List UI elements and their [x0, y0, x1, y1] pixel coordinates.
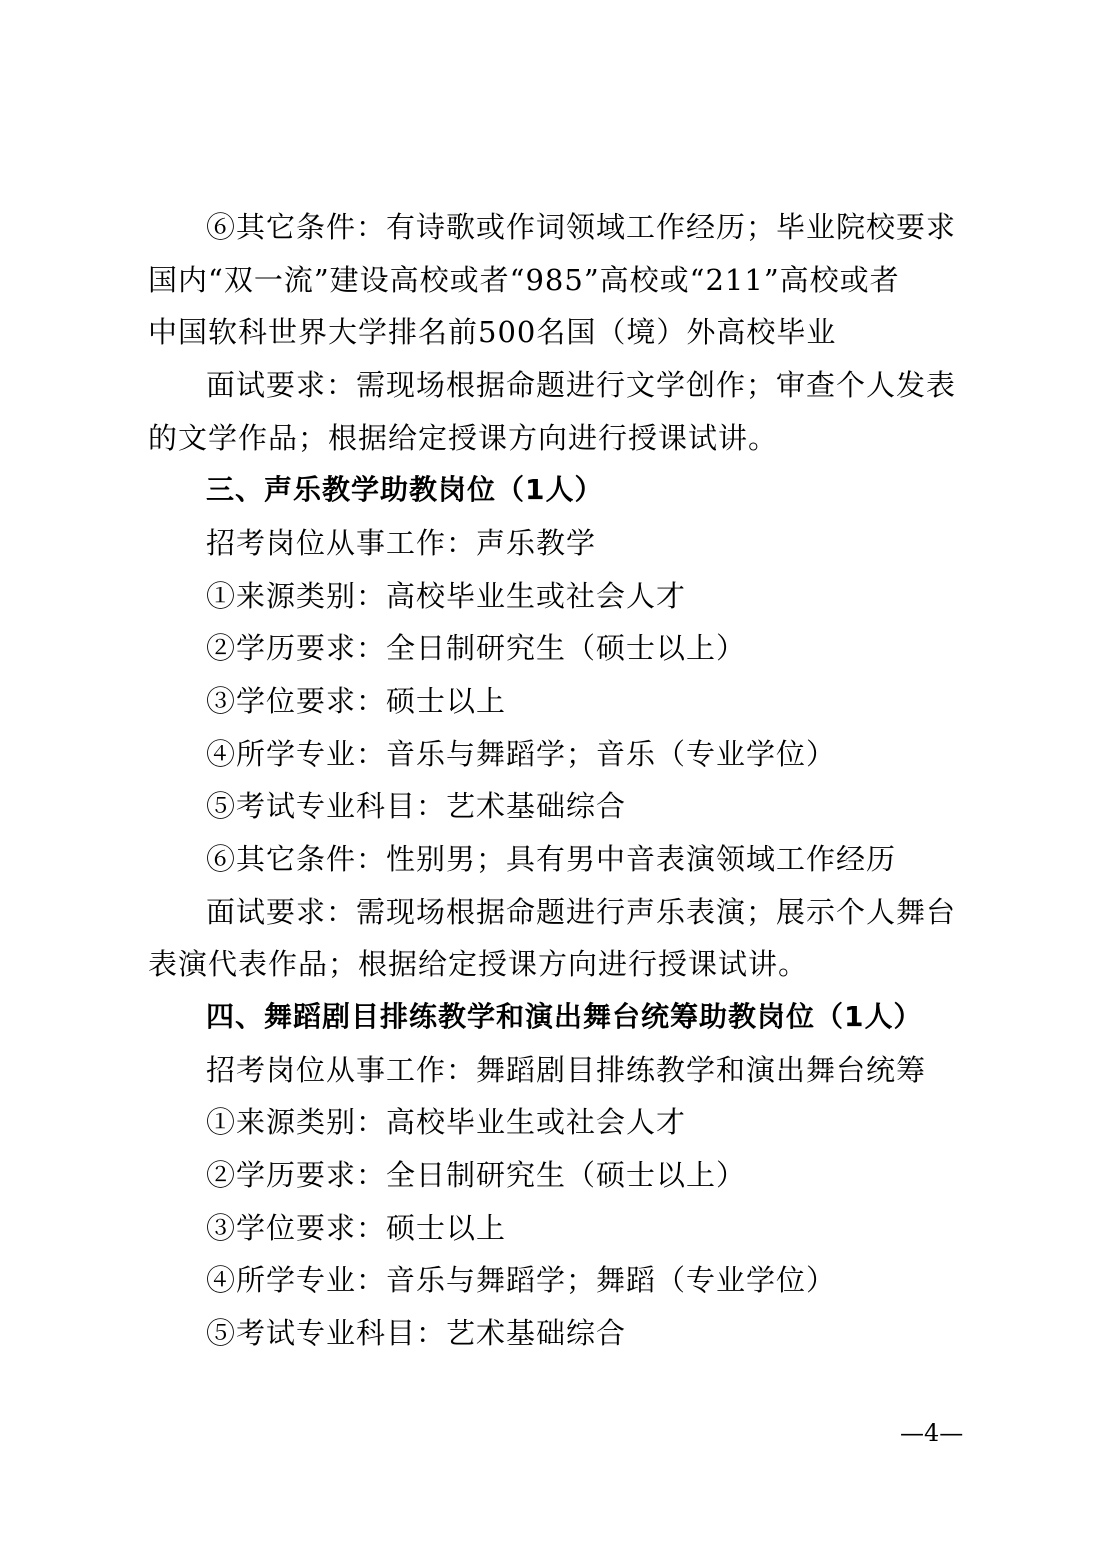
- section-heading: 四、舞蹈剧目排练教学和演出舞台统筹助教岗位（1人）: [206, 1000, 923, 1033]
- paragraph-line: 国内“双一流”建设高校或者“985”高校或“211”高校或者: [148, 263, 900, 297]
- paragraph-line: 的文学作品；根据给定授课方向进行授课试讲。: [148, 421, 779, 455]
- paragraph-line: 面试要求：需现场根据命题进行声乐表演；展示个人舞台: [206, 895, 957, 929]
- paragraph-line: 面试要求：需现场根据命题进行文学创作；审查个人发表: [206, 368, 957, 402]
- section-heading: 三、声乐教学助教岗位（1人）: [206, 473, 604, 506]
- list-item: ⑥其它条件：性别男；具有男中音表演领域工作经历: [206, 842, 897, 876]
- paragraph-line: 招考岗位从事工作：舞蹈剧目排练教学和演出舞台统筹: [206, 1053, 927, 1087]
- list-item: ①来源类别：高校毕业生或社会人才: [206, 579, 687, 613]
- list-item: ①来源类别：高校毕业生或社会人才: [206, 1105, 687, 1139]
- list-item: ⑤考试专业科目：艺术基础综合: [206, 1316, 627, 1350]
- list-item: ④所学专业：音乐与舞蹈学；舞蹈（专业学位）: [206, 1263, 837, 1297]
- list-item: ②学历要求：全日制研究生（硕士以上）: [206, 1158, 747, 1192]
- paragraph-line: 表演代表作品；根据给定授课方向进行授课试讲。: [148, 947, 809, 981]
- list-item: ②学历要求：全日制研究生（硕士以上）: [206, 631, 747, 665]
- list-item: ⑤考试专业科目：艺术基础综合: [206, 789, 627, 823]
- paragraph-line: ⑥其它条件：有诗歌或作词领域工作经历；毕业院校要求: [206, 210, 957, 244]
- list-item: ③学位要求：硕士以上: [206, 684, 507, 718]
- list-item: ③学位要求：硕士以上: [206, 1211, 507, 1245]
- page-number: —4—: [900, 1419, 964, 1447]
- paragraph-line: 中国软科世界大学排名前500名国（境）外高校毕业: [148, 315, 837, 349]
- list-item: ④所学专业：音乐与舞蹈学；音乐（专业学位）: [206, 737, 837, 771]
- paragraph-line: 招考岗位从事工作：声乐教学: [206, 526, 597, 560]
